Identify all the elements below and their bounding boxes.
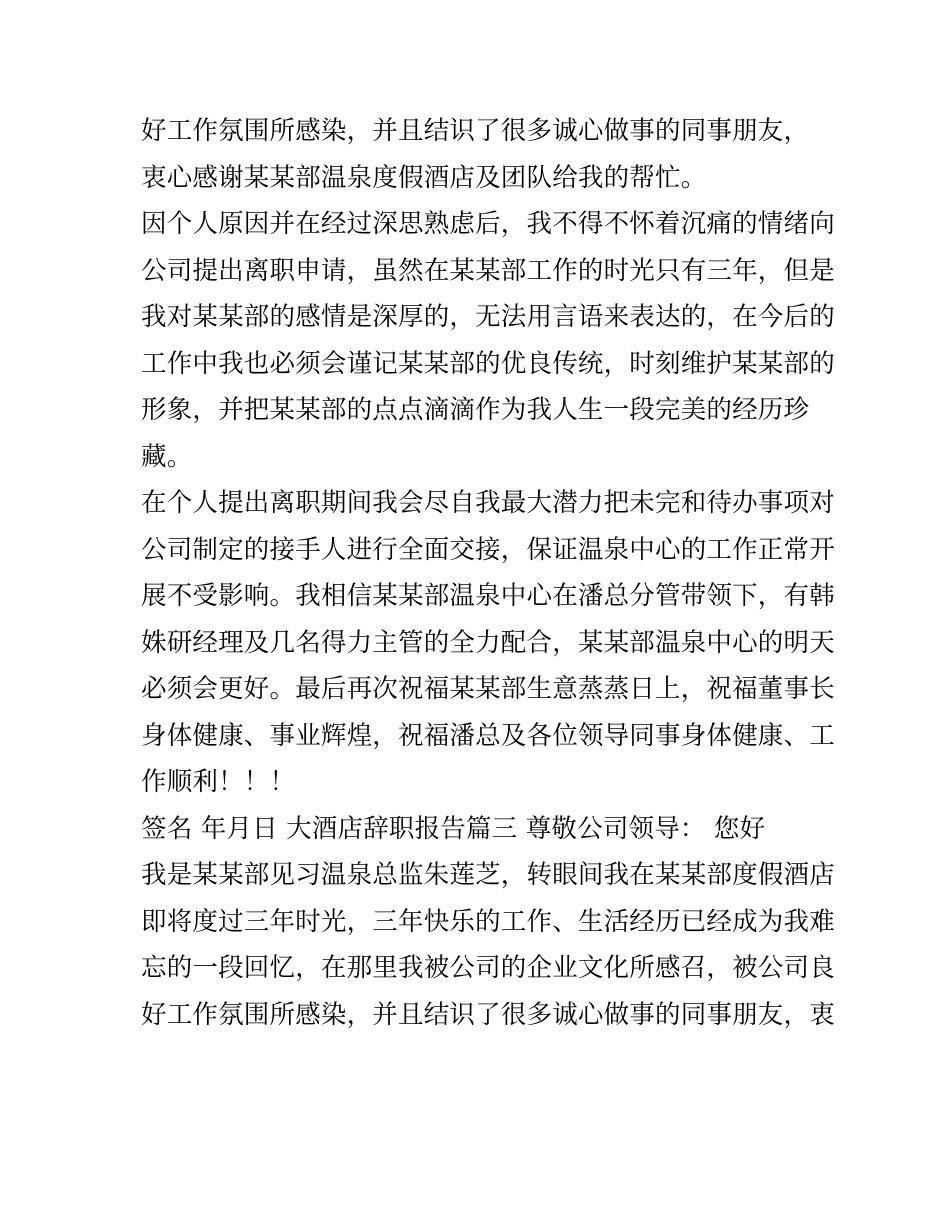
text-line-5: 我对某某部的感情是深厚的，无法用言语来表达的，在今后的 <box>141 302 835 332</box>
text-line-15: 作顺利！！！ <box>141 767 296 797</box>
text-line-9: 在个人提出离职期间我会尽自我最大潜力把未完和待办事项对 <box>141 488 835 518</box>
text-line-14: 身体健康、事业辉煌，祝福潘总及各位领导同事身体健康、工 <box>141 720 835 751</box>
text-line-3: 因个人原因并在经过深思熟虑后，我不得不怀着沉痛的情绪向 <box>141 209 835 239</box>
text-line-20: 好工作氛围所感染，并且结识了很多诚心做事的同事朋友，衷 <box>141 999 835 1030</box>
text-line-2: 衷心感谢某某部温泉度假酒店及团队给我的帮忙。 <box>141 162 707 193</box>
text-line-17: 我是某某部见习温泉总监朱莲芝，转眼间我在某某部度假酒店 <box>141 860 835 890</box>
text-line-1: 好工作氛围所感染，并且结识了很多诚心做事的同事朋友， <box>141 116 810 146</box>
text-line-8: 藏。 <box>141 441 193 472</box>
text-line-16: 签名 年月日 大酒店辞职报告篇三 尊敬公司领导： 您好 <box>141 813 766 844</box>
text-line-4: 公司提出离职申请，虽然在某某部工作的时光只有三年，但是 <box>141 255 835 286</box>
text-line-13: 必须会更好。最后再次祝福某某部生意蒸蒸日上，祝福董事长 <box>141 674 835 704</box>
document-body <box>141 108 835 1038</box>
text-line-12: 姝研经理及几名得力主管的全力配合，某某部温泉中心的明天 <box>141 627 835 658</box>
text-line-6: 工作中我也必须会谨记某某部的优良传统，时刻维护某某部的 <box>141 348 835 379</box>
text-line-7: 形象，并把某某部的点点滴滴作为我人生一段完美的经历珍 <box>141 395 810 425</box>
text-line-19: 忘的一段回忆，在那里我被公司的企业文化所感召，被公司良 <box>141 953 835 983</box>
text-line-18: 即将度过三年时光，三年快乐的工作、生活经历已经成为我难 <box>141 906 835 937</box>
text-line-11: 展不受影响。我相信某某部温泉中心在潘总分管带领下，有韩 <box>141 581 835 611</box>
text-line-10: 公司制定的接手人进行全面交接，保证温泉中心的工作正常开 <box>141 534 835 565</box>
